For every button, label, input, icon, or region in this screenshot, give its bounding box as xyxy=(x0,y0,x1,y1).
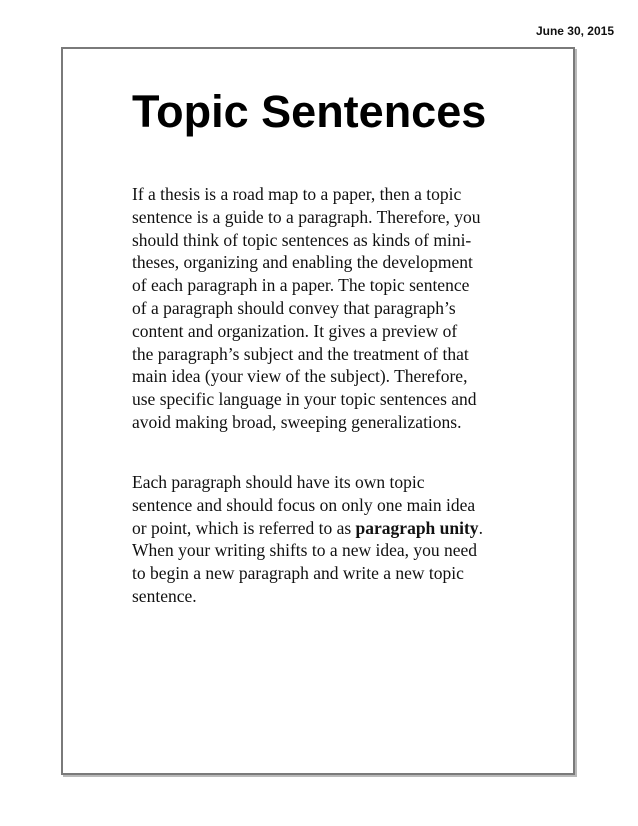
page-title: Topic Sentences xyxy=(132,86,487,137)
paragraph-1-line: of a paragraph should convey that paragraph’s xyxy=(132,297,456,318)
paragraph-1-line: If a thesis is a road map to a paper, then a topic xyxy=(132,184,462,204)
paragraph-1-line: sentence is a guide to a paragraph. Therefore, you xyxy=(132,206,481,227)
paragraph-1-line: use specific language in your topic sentences and xyxy=(132,389,477,410)
paragraph-2-line xyxy=(132,517,502,540)
paragraph-1 xyxy=(132,183,502,434)
paragraph-2-line: sentence. xyxy=(132,585,197,606)
paragraph-unity-term: paragraph unity xyxy=(355,517,479,538)
paragraph-2 xyxy=(132,471,502,608)
page-date: June 30, 2015 xyxy=(535,24,614,38)
paragraph-2-text: . xyxy=(478,517,483,538)
paragraph-1-line: content and organization. It gives a preview of xyxy=(132,320,458,341)
paragraph-2-line: When your writing shifts to a new idea, you need xyxy=(132,540,478,561)
paragraph-2-text: or point, which is referred to as xyxy=(132,517,356,538)
paragraph-1-line: of each paragraph in a paper. The topic sentence xyxy=(132,275,470,296)
paragraph-2-line: sentence and should focus on only one main idea xyxy=(132,494,476,515)
paragraph-2-line: Each paragraph should have its own topic xyxy=(132,472,425,492)
paragraph-1-line: the paragraph’s subject and the treatment of that xyxy=(132,343,469,364)
paragraph-1-line: should think of topic sentences as kinds of mini- xyxy=(132,229,472,250)
paragraph-2-line: to begin a new paragraph and write a new topic xyxy=(132,563,464,584)
paragraph-1-line: avoid making broad, sweeping generalizations. xyxy=(132,411,462,432)
paragraph-1-line: main idea (your view of the subject). Therefore, xyxy=(132,366,468,387)
paragraph-1-line: theses, organizing and enabling the development xyxy=(132,252,473,273)
